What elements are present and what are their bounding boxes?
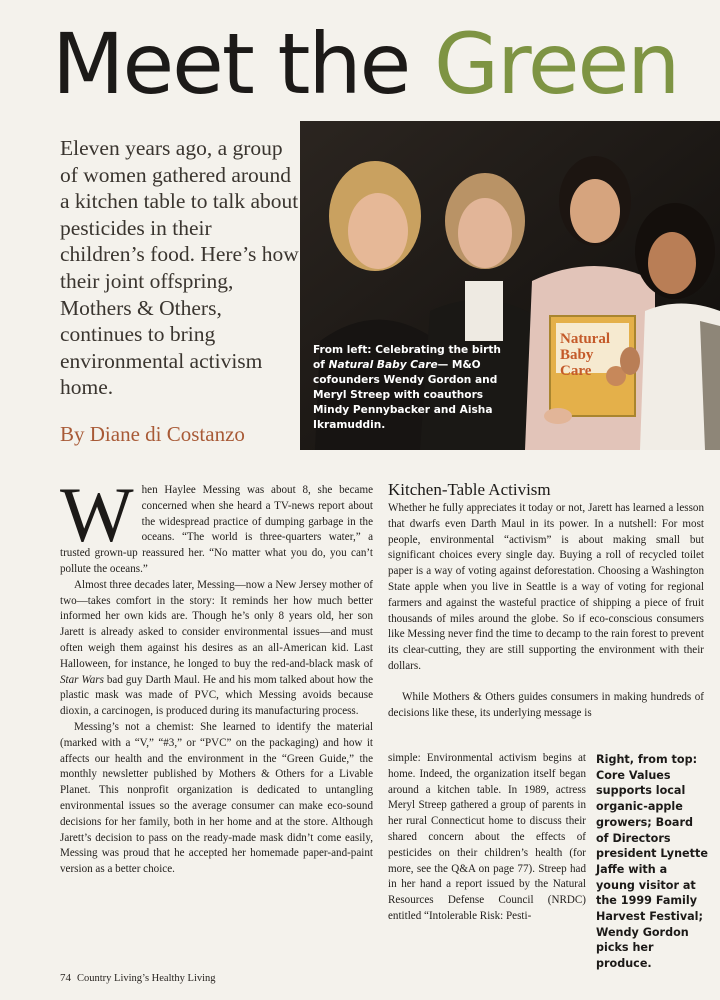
paragraph-4: Whether he fully appreciates it today or not, Jarett has learned a lesson that dwarfs even Darth Maul in its power. In a nutshell: For most people, environmental “activism” is about making small but significant choices every single day. Buying a roll of recycled toilet paper is a way of voting against deforestation. Choosing a Washington State apple when you live in Seattle is a way of voting for regional farmers and against the wasteful practice of shipping a piece of fruit thousands of miles around the globe. So if eco-conscious consumers like Messing never find the time to decamp to the rain forest to prevent its clear-cutting, they are still supporting the environment with their dollars. [388,502,704,672]
caption-book-title: Natural Baby Care [328,359,438,371]
article-column-2-continued [388,690,704,722]
photo-caption [313,343,513,433]
deck-intro: Eleven years ago, a group of women gathered around a kitchen table to talk about pesticides in their children’s food. Here’s how their joint offspring, Mothers & Others, continues to bring environmental activism home. [60,136,299,400]
book-cover-line-1: Natural [560,331,610,347]
page-number: 74 [60,972,71,984]
paragraph-3: Messing’s not a chemist: She learned to identify the material (marked with a “V,” “#3,” or “PVC” on the packaging) and how it affects our health and the environment in the “Green Guide,” the monthly newsletter published by Mothers & Others for a Livable Planet. This nonprofit organization is dedicated to untangling environmental issues so the average consumer can make eco-sound decisions for her family, both in her home and at the store. Although Jarett’s decision to pass on the ready-made mask didn’t come easily, Messing was proud that he accepted her homemade paper-and-paint version as a better choice. [60,720,373,876]
headline-part-1: Meet the [52,15,435,113]
paragraph-5-start: While Mothers & Others guides consumers in making hundreds of decisions like these, its underlying message is [388,691,704,719]
caption-prefix: From left: Celebrating the birth of [313,344,501,371]
byline: By Diane di Costanzo [60,422,245,446]
caption-suffix: — M&O cofounders Wendy Gordon and Meryl Streep with coauthors Mindy Pennybacker and Aisha Ikramuddin. [313,359,498,431]
book-cover-line-3: Care [560,363,592,379]
paragraph-2: Almost three decades later, Messing—now a New Jersey mother of two—takes comfort in the story: It reminds her how much better informed her own kids are. Though he’s only 8 years old, her son Jarett is already asked to consider environmental issues—and must often weigh them against his desires as an all-American kid. Last Halloween, for instance, he longed to buy the red-and-black mask of Star Wars bad guy Darth Maul. He and his mom talked about how the plastic mask was made of PVC, which Messing avoids because dioxin, a carcinogen, is produced during its manufacturing process. [60,578,374,718]
article-column-2 [388,501,704,675]
paragraph-1-text: hen Haylee Messing was about 8, she became concerned when she heard a TV-news report about the widespread practice of dumping garbage in the oceans. “The world is three-quarters water,” a trusted grown-up reassured her. “No matter what you do, you can’t pollute the oceans.” [60,484,373,575]
article-column-2-narrow [388,751,586,925]
group-photo [300,121,720,450]
headline [52,15,679,113]
side-caption: Right, from top: Core Values supports local organic-apple growers; Board of Directors president Lynette Jaffe with a young visitor at the 1999 Family Harvest Festival; Wendy Gordon picks her produce. [596,753,708,971]
section-subhead: Kitchen-Table Activism [388,480,551,499]
paragraph-1 [60,471,373,578]
page-footer [60,972,216,984]
paragraph-5-end: simple: Environmental activism begins at home. Indeed, the organization itself began around a kitchen table. In 1989, actress Meryl Streep gathered a group of parents in her rural Connecticut home to discuss their shared concern about the effects of pesticides on their children’s health (for more, see the Q&A on page 77). Streep had in her hand a report issued by the Natural Resources Defense Council (NRDC) entitled “Intolerable Risk: Pesti- [388,752,586,922]
book-cover-line-2: Baby [560,347,594,363]
drop-cap: W [60,471,134,558]
publication-name: Country Living’s Healthy Living [77,973,216,984]
article-column-1 [60,471,374,878]
headline-part-2: Green [434,15,679,113]
